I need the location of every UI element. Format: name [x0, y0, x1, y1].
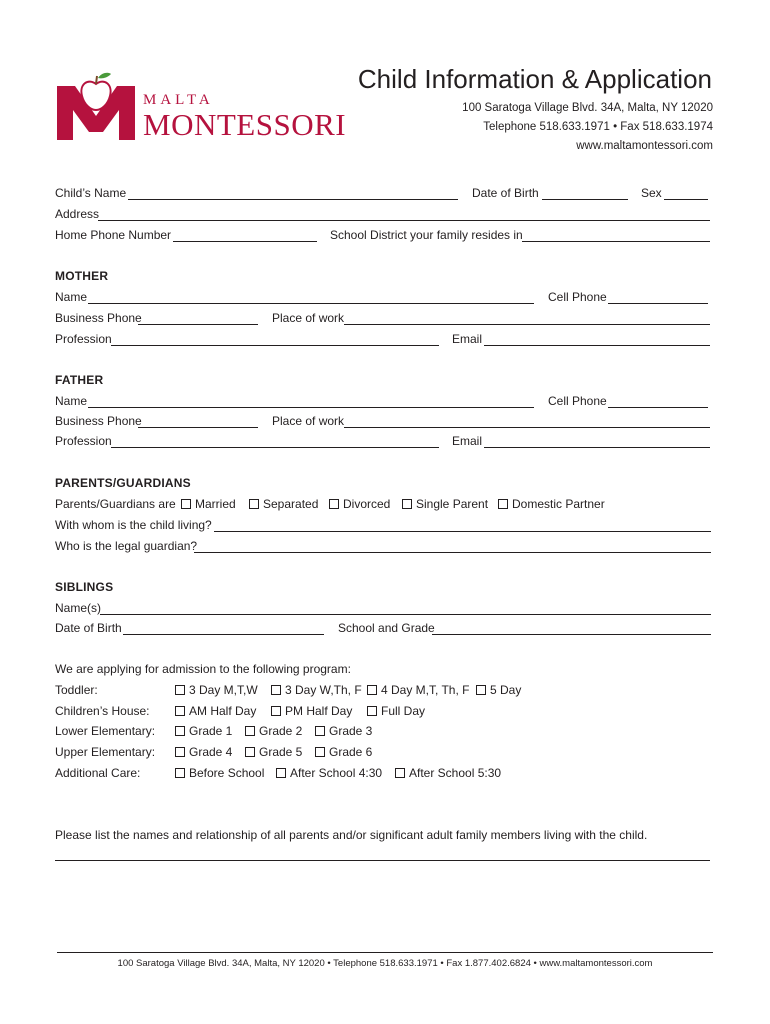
- mother-cell-field[interactable]: [608, 303, 708, 304]
- legal-guardian-field[interactable]: [194, 552, 711, 553]
- logo-text-montessori: MONTESSORI: [143, 107, 347, 142]
- mother-name-field[interactable]: [88, 303, 534, 304]
- program-option[interactable]: 3 Day W,Th, F: [271, 683, 362, 697]
- footer-contact: 100 Saratoga Village Blvd. 34A, Malta, NY 12020 • Telephone 518.633.1971 • Fax 1.877.402.6824 • www.maltamontessori.com: [117, 958, 653, 969]
- father-work-label: Place of work: [272, 414, 345, 428]
- program-option[interactable]: Grade 3: [315, 724, 372, 738]
- checkbox[interactable]: [315, 747, 325, 757]
- family-members-field[interactable]: [55, 860, 710, 861]
- checkbox[interactable]: [271, 706, 281, 716]
- childs-name-field[interactable]: [128, 199, 458, 200]
- childs-name-label: Child’s Name: [55, 186, 127, 200]
- program-label-lower-elementary: Lower Elementary:: [55, 724, 156, 738]
- guardian-option-domestic-partner[interactable]: Domestic Partner: [498, 497, 605, 511]
- sibling-names-field[interactable]: [100, 614, 711, 615]
- program-option[interactable]: After School 5:30: [395, 766, 501, 780]
- address-field[interactable]: [98, 220, 710, 221]
- living-with-label: With whom is the child living?: [55, 518, 212, 532]
- header-phone: Telephone 518.633.1971 • Fax 518.633.1974: [483, 121, 713, 133]
- father-name-label: Name: [55, 394, 88, 408]
- checkbox[interactable]: [249, 499, 259, 509]
- checkbox[interactable]: [329, 499, 339, 509]
- guardian-option-single-parent[interactable]: Single Parent: [402, 497, 488, 511]
- guardian-option-married[interactable]: Married: [181, 497, 236, 511]
- header-address: 100 Saratoga Village Blvd. 34A, Malta, NY 12020: [462, 102, 713, 114]
- mother-work-label: Place of work: [272, 311, 345, 325]
- program-intro: We are applying for admission to the following program:: [55, 662, 351, 676]
- program-option[interactable]: PM Half Day: [271, 704, 352, 718]
- child-sex-field[interactable]: [664, 199, 708, 200]
- mother-business-label: Business Phone: [55, 311, 142, 325]
- home-phone-field[interactable]: [173, 241, 317, 242]
- mother-email-field[interactable]: [484, 345, 710, 346]
- form-title: Child Information & Application: [357, 64, 712, 94]
- logo-m-apple-icon: [55, 70, 137, 142]
- checkbox[interactable]: [395, 768, 405, 778]
- father-heading: FATHER: [55, 373, 104, 387]
- checkbox[interactable]: [367, 706, 377, 716]
- checkbox[interactable]: [175, 726, 185, 736]
- checkbox[interactable]: [498, 499, 508, 509]
- program-option[interactable]: Grade 1: [175, 724, 232, 738]
- program-option[interactable]: Grade 2: [245, 724, 302, 738]
- checkbox[interactable]: [276, 768, 286, 778]
- father-profession-label: Profession: [55, 434, 112, 448]
- mother-profession-field[interactable]: [111, 345, 439, 346]
- header-website: www.maltamontessori.com: [576, 140, 713, 152]
- father-business-field[interactable]: [138, 427, 258, 428]
- checkbox[interactable]: [476, 685, 486, 695]
- sibling-names-label: Name(s): [55, 601, 102, 615]
- siblings-heading: SIBLINGS: [55, 580, 114, 594]
- sibling-school-field[interactable]: [432, 634, 711, 635]
- address-label: Address: [55, 207, 100, 221]
- guardians-status-label: Parents/Guardians are: [55, 497, 176, 511]
- program-option[interactable]: Grade 4: [175, 745, 232, 759]
- program-option[interactable]: Grade 5: [245, 745, 302, 759]
- checkbox[interactable]: [175, 706, 185, 716]
- checkbox[interactable]: [271, 685, 281, 695]
- guardian-option-separated[interactable]: Separated: [249, 497, 318, 511]
- father-work-field[interactable]: [344, 427, 710, 428]
- guardians-heading: PARENTS/GUARDIANS: [55, 476, 191, 490]
- program-option[interactable]: 3 Day M,T,W: [175, 683, 258, 697]
- mother-email-label: Email: [452, 332, 483, 346]
- program-option[interactable]: After School 4:30: [276, 766, 382, 780]
- school-logo: [55, 70, 350, 142]
- father-email-label: Email: [452, 434, 483, 448]
- home-phone-label: Home Phone Number: [55, 228, 172, 242]
- school-district-field[interactable]: [522, 241, 710, 242]
- program-label-additional-care: Additional Care:: [55, 766, 141, 780]
- checkbox[interactable]: [245, 747, 255, 757]
- child-dob-label: Date of Birth: [472, 186, 539, 200]
- sibling-school-label: School and Grade: [338, 621, 435, 635]
- father-cell-field[interactable]: [608, 407, 708, 408]
- guardian-option-divorced[interactable]: Divorced: [329, 497, 390, 511]
- program-label-childrens-house: Children’s House:: [55, 704, 150, 718]
- father-cell-label: Cell Phone: [548, 394, 607, 408]
- living-with-field[interactable]: [214, 531, 711, 532]
- program-option[interactable]: 4 Day M,T, Th, F: [367, 683, 469, 697]
- sibling-dob-label: Date of Birth: [55, 621, 122, 635]
- mother-heading: MOTHER: [55, 269, 109, 283]
- checkbox[interactable]: [315, 726, 325, 736]
- checkbox[interactable]: [175, 685, 185, 695]
- checkbox[interactable]: [175, 768, 185, 778]
- program-option[interactable]: Grade 6: [315, 745, 372, 759]
- checkbox[interactable]: [367, 685, 377, 695]
- checkbox[interactable]: [181, 499, 191, 509]
- father-name-field[interactable]: [88, 407, 534, 408]
- father-profession-field[interactable]: [111, 447, 439, 448]
- program-label-upper-elementary: Upper Elementary:: [55, 745, 156, 759]
- checkbox[interactable]: [175, 747, 185, 757]
- mother-cell-label: Cell Phone: [548, 290, 607, 304]
- program-option[interactable]: Before School: [175, 766, 264, 780]
- program-option[interactable]: Full Day: [367, 704, 425, 718]
- sibling-dob-field[interactable]: [123, 634, 324, 635]
- father-email-field[interactable]: [484, 447, 710, 448]
- mother-business-field[interactable]: [138, 324, 258, 325]
- footer-rule: [57, 952, 713, 953]
- mother-work-field[interactable]: [344, 324, 710, 325]
- family-members-prompt: Please list the names and relationship of all parents and/or significant adult family members living with the child.: [55, 828, 648, 842]
- father-business-label: Business Phone: [55, 414, 142, 428]
- logo-text-malta: MALTA: [143, 92, 214, 108]
- legal-guardian-label: Who is the legal guardian?: [55, 539, 198, 553]
- checkbox[interactable]: [245, 726, 255, 736]
- school-district-label: School District your family resides in: [330, 228, 523, 242]
- program-label-toddler: Toddler:: [55, 683, 98, 697]
- program-option[interactable]: AM Half Day: [175, 704, 256, 718]
- program-option[interactable]: 5 Day: [476, 683, 521, 697]
- child-sex-label: Sex: [641, 186, 662, 200]
- mother-name-label: Name: [55, 290, 88, 304]
- child-dob-field[interactable]: [542, 199, 628, 200]
- mother-profession-label: Profession: [55, 332, 112, 346]
- checkbox[interactable]: [402, 499, 412, 509]
